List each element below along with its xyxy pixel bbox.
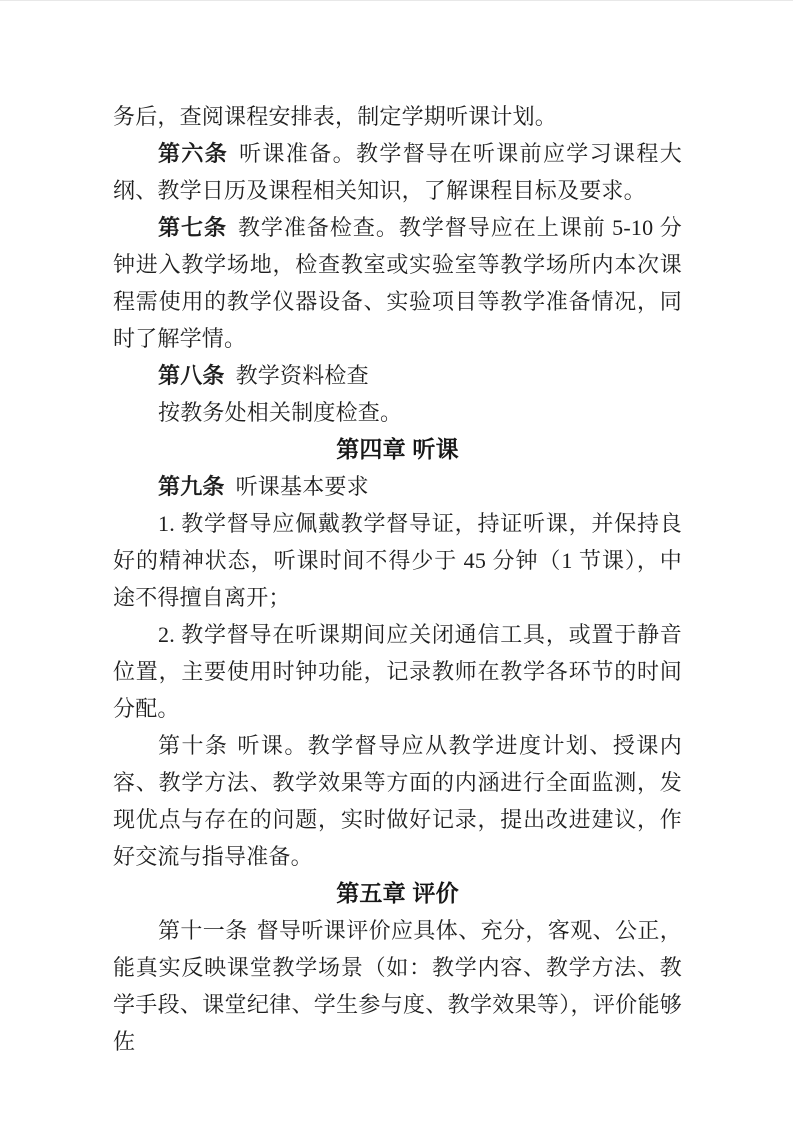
paragraph-article-9 bbox=[113, 468, 682, 505]
paragraph-article-6 bbox=[113, 135, 682, 209]
paragraph-article-8 bbox=[113, 357, 682, 394]
article-6-text: 听课准备。教学督导在听课前应学习课程大纲、教学日历及课程相关知识，了解课程目标及要求。 bbox=[113, 141, 682, 203]
article-8-number: 第八条 bbox=[158, 363, 225, 388]
numbered-item-2: 2. 教学督导在听课期间应关闭通信工具，或置于静音位置，主要使用时钟功能，记录教师在教学各环节的时间分配。 bbox=[113, 622, 682, 721]
article-11-text: 督导听课评价应具体、充分，客观、公正，能真实反映课堂教学场景（如：教学内容、教学方法、教学手段、课堂纪律、学生参与度、教学效果等），评价能够佐 bbox=[113, 918, 682, 1054]
paragraph-body: 按教务处相关制度检查。 bbox=[158, 400, 403, 425]
article-7-number: 第七条 bbox=[158, 215, 227, 240]
numbered-item-1: 1. 教学督导应佩戴教学督导证，持证听课，并保持良好的精神状态，听课时间不得少于 45 分钟（1 节课），中途不得擅自离开； bbox=[113, 511, 682, 610]
document-body bbox=[113, 98, 682, 1060]
article-6-number: 第六条 bbox=[158, 141, 229, 166]
paragraph-article-11 bbox=[113, 912, 682, 1060]
article-10-number: 第十条 bbox=[158, 733, 229, 758]
article-7-text: 教学准备检查。教学督导应在上课前 5-10 分钟进入教学场地，检查教室或实验室等教学场所内本次课程需使用的教学仪器设备、实验项目等教学准备情况，同时了解学情。 bbox=[113, 215, 682, 351]
article-8-text: 教学资料检查 bbox=[235, 363, 369, 388]
article-11-number: 第十一条 bbox=[158, 918, 248, 943]
paragraph-continuation: 务后，查阅课程安排表，制定学期听课计划。 bbox=[113, 104, 558, 129]
paragraph-article-10 bbox=[113, 727, 682, 875]
chapter-heading-4: 第四章 听课 bbox=[336, 436, 459, 462]
article-9-text: 听课基本要求 bbox=[235, 474, 369, 499]
chapter-heading-5: 第五章 评价 bbox=[336, 880, 459, 906]
article-9-number: 第九条 bbox=[158, 474, 225, 499]
article-10-text: 听课。教学督导应从教学进度计划、授课内容、教学方法、教学效果等方面的内涵进行全面监测，发现优点与存在的问题，实时做好记录，提出改进建议，作好交流与指导准备。 bbox=[113, 733, 682, 869]
paragraph-article-7 bbox=[113, 209, 682, 357]
